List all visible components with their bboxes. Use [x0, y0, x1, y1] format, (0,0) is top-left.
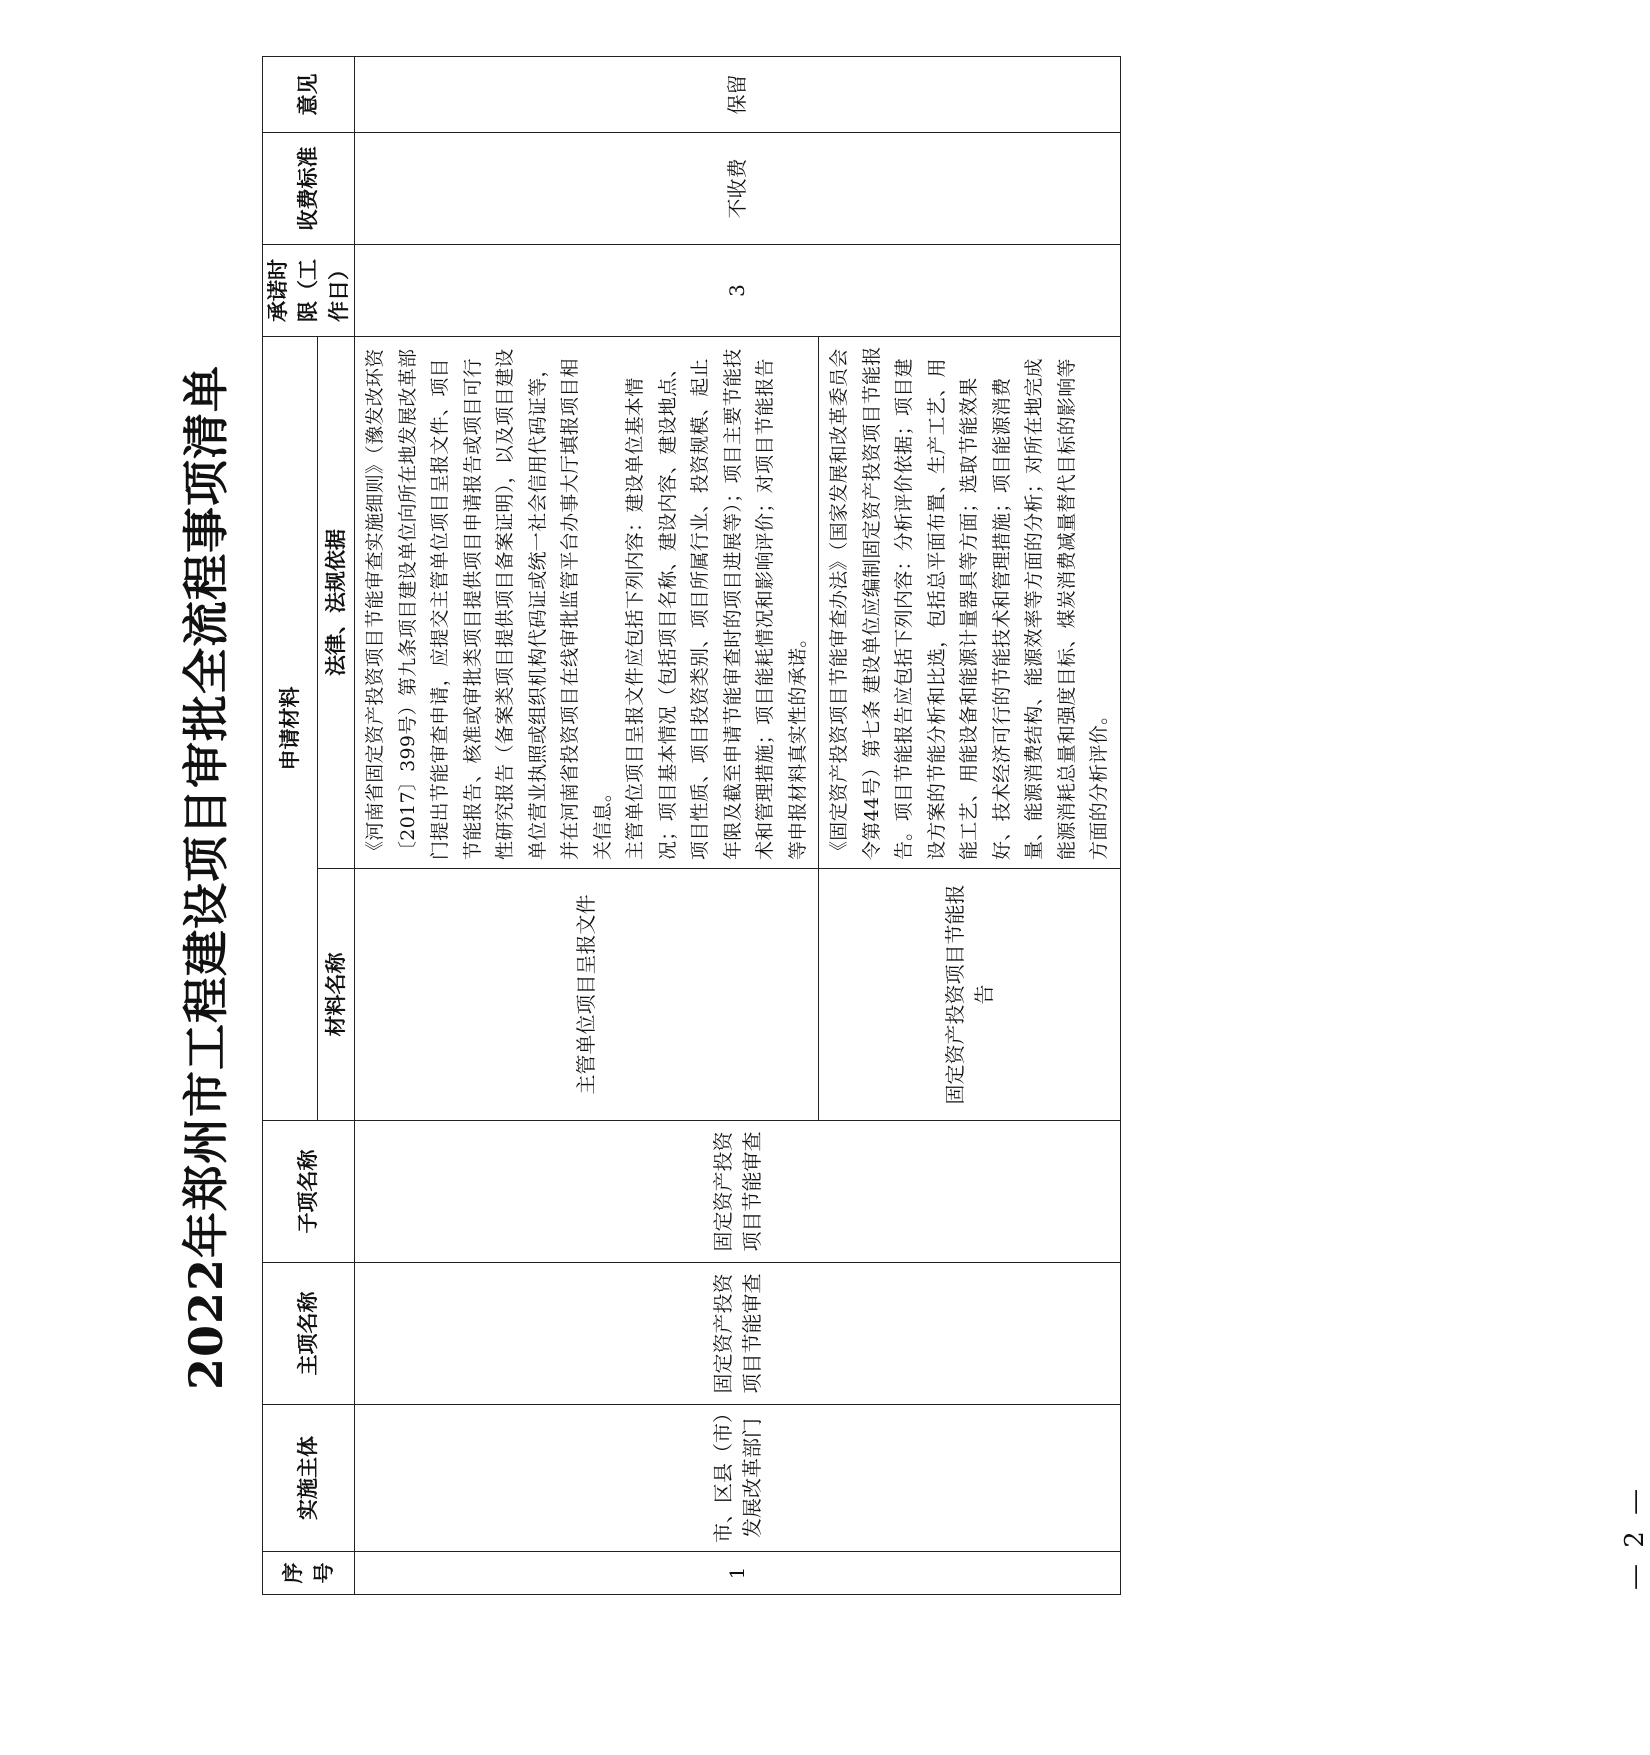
header-fee: 收费标准 [263, 133, 355, 245]
cell-time-limit: 3 [355, 245, 1121, 337]
matters-table [262, 56, 1121, 1595]
header-opinion: 意见 [263, 57, 355, 133]
cell-main-item: 固定资产投资项目节能审查 [355, 1263, 1121, 1405]
cell-seq: 1 [355, 1552, 1121, 1595]
page-number: — 2 — [1620, 1484, 1650, 1590]
cell-opinion: 保留 [355, 57, 1121, 133]
cell-entity: 市、区县（市）发展改革部门 [355, 1405, 1121, 1552]
legal-basis-paragraph: 《河南省固定资产投资项目节能审查实施细则》（豫发改环资〔2017〕399号）第九条项目建设单位向所在地发展改革部门提出节能审查申请，应提交主管单位项目呈报文件、项目节能报告、核准或审批类项目提供项目申请报告或项目可行性研究报告（备案类项目提供项目备案证明），以及项目建设单位营业执照或组织机构代码证或统一社会信用代码证等，并在河南省投资项目在线审批监管平台办事大厅填报项目相关信息。 [364, 348, 614, 860]
header-entity: 实施主体 [263, 1405, 355, 1552]
legal-basis-paragraph: 主管单位项目呈报文件应包括下列内容：建设单位基本情况；项目基本情况（包括项目名称、建设内容、建设地点、项目性质、项目投资类别、项目所属行业、投资规模、起止年限及截至申请节能审查时的项目进展等）；项目主要节能技术和管理措施；项目能耗情况和影响评价；对项目节能报告等申报材料真实性的承诺。 [624, 348, 809, 860]
page-title: 2022年郑州市工程建设项目审批全流程事项清单 [179, 364, 233, 1391]
cell-sub-item: 固定资产投资项目节能审查 [355, 1121, 1121, 1263]
header-seq: 序号 [263, 1552, 355, 1595]
header-time-limit: 承诺时限（工作日） [263, 245, 355, 337]
header-material-name: 材料名称 [317, 869, 354, 1121]
table-row [355, 57, 819, 1595]
cell-material-name-2: 固定资产投资项目节能报告 [819, 869, 1121, 1121]
cell-material-name-1: 主管单位项目呈报文件 [355, 869, 819, 1121]
cell-legal-basis-1 [355, 337, 819, 869]
header-materials: 申请材料 [263, 337, 318, 1121]
cell-fee: 不收费 [355, 133, 1121, 245]
header-sub-item: 子项名称 [263, 1121, 355, 1263]
legal-basis-paragraph: 《固定资产投资项目节能审查办法》（国家发展和改革委员会令第44号）第七条 建设单位应编制固定资产投资项目节能报告。项目节能报告应包括下列内容：分析评价依据；项目建设方案的节能分析和比选，包括总平面布置、生产工艺、用能工艺、用能设备和能源计量器具等方面；选取节能效果好、技术经济可行的节能技术和管理措施；项目能源消费量、能源消费结构、能源效率等方面的分析；对所在地完成能源消耗总量和强度目标、煤炭消费减量替代目标的影响等方面的分析评价。 [828, 346, 1111, 860]
header-main-item: 主项名称 [263, 1263, 355, 1405]
cell-legal-basis-2 [819, 337, 1121, 869]
header-legal-basis: 法律、法规依据 [317, 337, 354, 869]
